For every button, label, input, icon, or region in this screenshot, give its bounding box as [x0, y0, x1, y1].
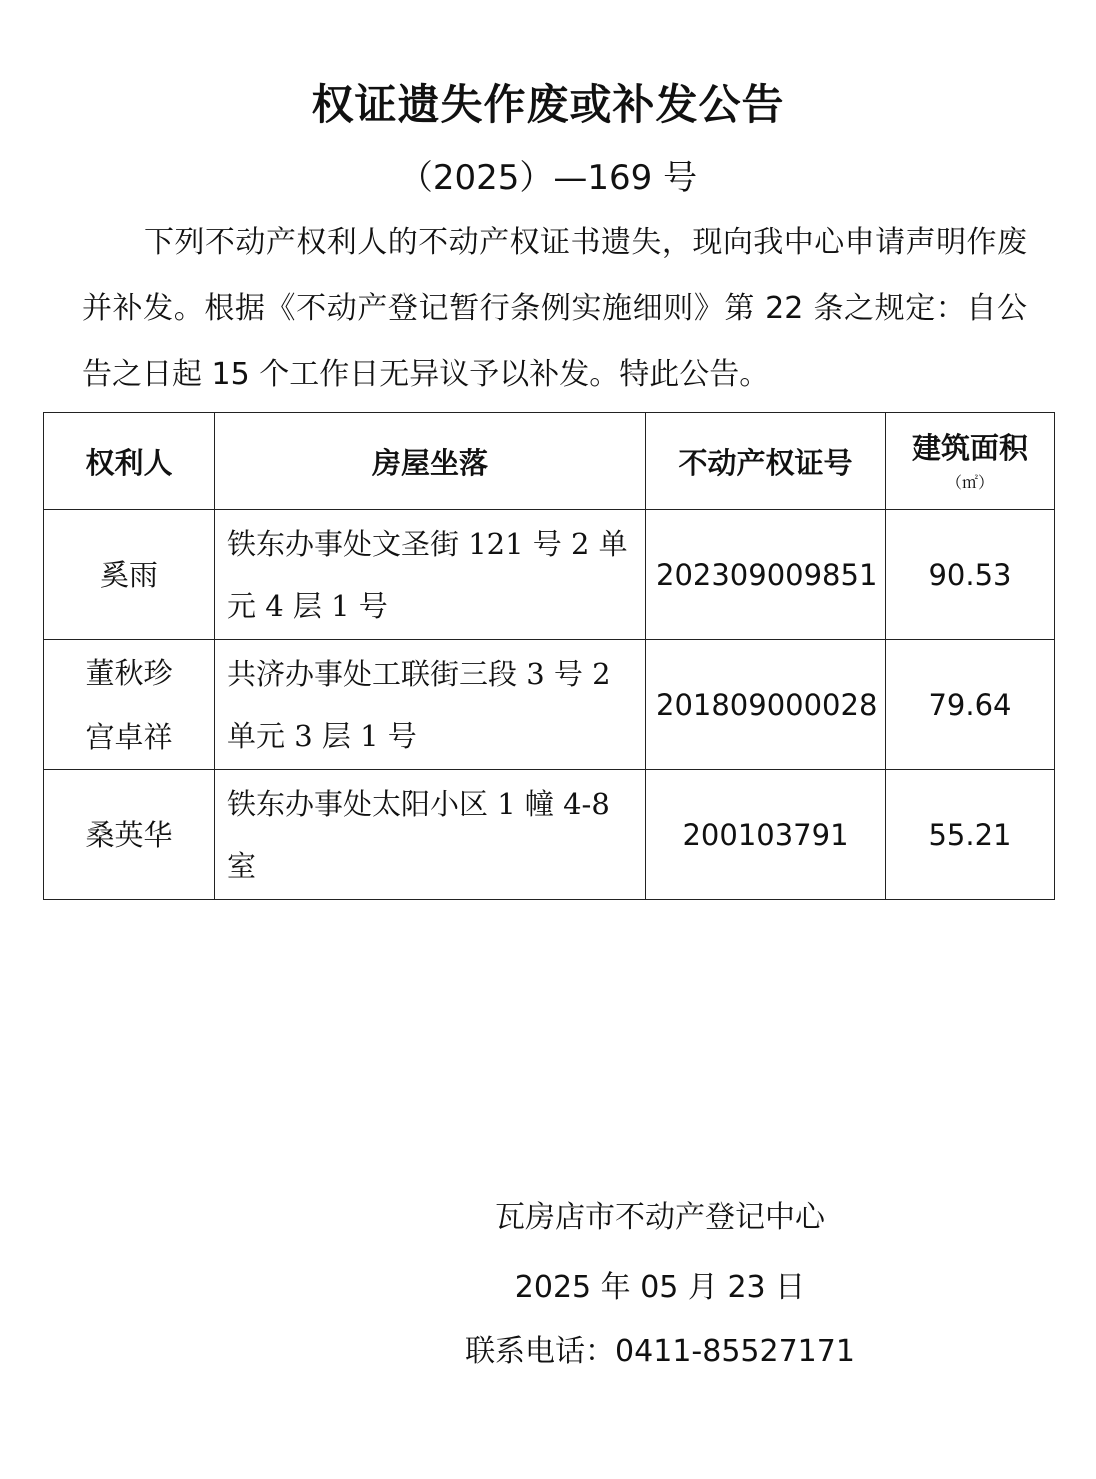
table-header-row [44, 413, 1055, 510]
holder-name: 董秋珍 [85, 655, 173, 690]
cert-no-cell: 200103791 [646, 770, 886, 900]
location-cell: 铁东办事处文圣街 121 号 2 单元 4 层 1 号 [215, 510, 646, 640]
holder-name: 奚雨 [99, 557, 158, 592]
holder-cell [44, 770, 215, 900]
header-area-unit: （㎡） [945, 473, 994, 492]
area-cell: 55.21 [886, 770, 1055, 900]
contact-phone: 联系电话：0411-85527171 [465, 1334, 855, 1369]
header-area [886, 413, 1055, 510]
table-row [44, 510, 1055, 640]
table-row [44, 640, 1055, 770]
holder-cell [44, 640, 215, 770]
area-cell: 90.53 [886, 510, 1055, 640]
location-cell: 共济办事处工联街三段 3 号 2 单元 3 层 1 号 [215, 640, 646, 770]
location-cell: 铁东办事处太阳小区 1 幢 4-8 室 [215, 770, 646, 900]
cert-no-cell: 201809000028 [646, 640, 886, 770]
header-location: 房屋坐落 [215, 413, 646, 510]
cert-no-cell: 202309009851 [646, 510, 886, 640]
issue-date: 2025 年 05 月 23 日 [514, 1270, 806, 1305]
holder-name: 宫卓祥 [85, 719, 173, 754]
holder-cell [44, 510, 215, 640]
lost-certificate-table [43, 412, 1055, 900]
table-row [44, 770, 1055, 900]
issuer-name: 瓦房店市不动产登记中心 [495, 1200, 825, 1235]
notice-title: 权证遗失作废或补发公告 [311, 80, 785, 129]
area-cell: 79.64 [886, 640, 1055, 770]
header-area-label: 建筑面积 [911, 431, 1028, 465]
header-cert-no: 不动产权证号 [646, 413, 886, 510]
holder-name: 桑英华 [85, 817, 173, 852]
notice-intro: 下列不动产权利人的不动产权证书遗失，现向我中心申请声明作废并补发。根据《不动产登记暂行条例实施细则》第 22 条之规定：自公告之日起 15 个工作日无异议予以补发。特此公告。 [82, 225, 1027, 392]
header-holder: 权利人 [44, 413, 215, 510]
notice-number: （2025）—169 号 [398, 158, 698, 198]
